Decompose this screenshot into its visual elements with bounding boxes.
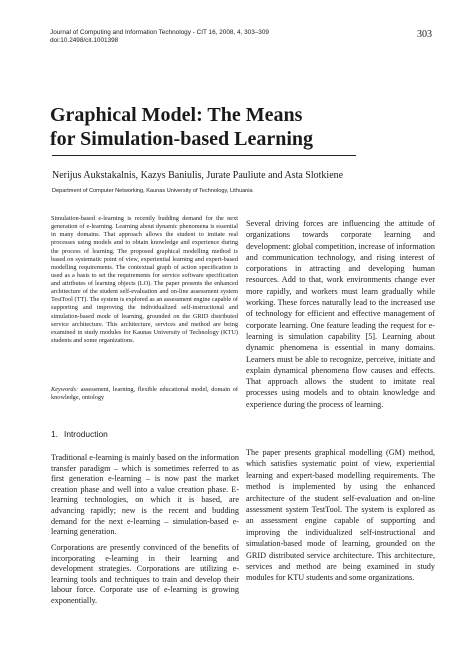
paper-title xyxy=(50,103,390,151)
keywords-label: Keywords: xyxy=(51,386,79,393)
title-line-2: for Simulation-based Learning xyxy=(50,128,313,150)
keywords xyxy=(51,386,238,402)
body-paragraph: Corporations are presently convinced of the benefits of incorporating e-learning in their learning and development strategies. Corporations are utilizing e-learning tools and techniques to train and develop their labour force. Corporate use of e-learning is growing exponentially. xyxy=(51,543,239,605)
journal-citation: Journal of Computing and Information Technology - CIT 16, 2008, 4, 303–309 xyxy=(50,29,269,36)
body-paragraph: Traditional e-learning is mainly based on the information transfer paradigm – which is sometimes referred to as first generation e-learning – is now past the market creation phase and well into a value creation phase. E-learning technologies, on which it is based, are advancing rapidly; new is the recent and budding demand for the next e-learning – simulation-based e-learning generation. xyxy=(51,453,239,537)
journal-header xyxy=(50,29,430,46)
page-number: 303 xyxy=(417,29,432,40)
body-paragraph: The paper presents graphical modelling (GM) method, which satisfies systematic point of view, experiential learning and expert-based modelling requirements. The method is implemented by using the enhanced architecture of the student self-evaluation and on-line assessment system TestTool. The system is explored as an assessment engine capable of supporting and improving the individualized self-instructional and simulation-based mode of learning, grounded on the GRID distributed service architecture. This architecture, services and method are being examined in study modules for KTU students and some organizations. xyxy=(246,448,435,583)
authors: Nerijus Aukstakalnis, Kazys Baniulis, Jurate Pauliute and Asta Slotkiene xyxy=(52,170,344,181)
section-title: Introduction xyxy=(64,429,108,439)
keywords-text: assessment, learning, flexible educational model, domain of knowledge, ontology xyxy=(51,386,238,402)
body-paragraph: Several driving forces are influencing the attitude of organizations towards corporate learning and development: global competition, increase of information and communication technology, and rising interest of corporations in attracting and developing human resources. Add to that, work environments change ever more rapidly, and workers must learn gradually while working. These forces naturally lead to the increased use of technology for efficient and effective management of corporate learning. One feature leading the request for e-learning is simulation capability [5]. Learning about dynamic phenomena is essential in many domains. Learners must be able to recognize, perceive, initiate and explain dynamical phenomena flow causes and effects. That approach allows the student to imitate real processes using models and to obtain knowledge and experience during the process of learning. xyxy=(246,219,435,409)
abstract: Simulation-based e-learning is recently budding demand for the next generation of e-learning. Learning about dynamic phenomena is essential in many domains. That approach allows the student to imitate real processes using models and to obtain knowledge and experience during the process of learning. The proposed graphical modelling method is based on systematic point of view, experiential learning and expert-based modelling requirements. The contextual graph of action specification is used as a basis to set the requirements for service software specification and attributes of learning objects (LO). The paper presents the enhanced architecture of the student self-evaluation and on-line assessment system TestTool (TT). The system is explored as an assessment engine capable of supporting and improving the individualized self-instructional and simulation-based mode of learning, grounded on the GRID distributed service architecture. This architecture, services and method are being examined in study modules for Kaunas University of Technology (KTU) students and some organizations. xyxy=(51,215,238,344)
title-line-1: Graphical Model: The Means xyxy=(50,104,303,126)
title-rule xyxy=(52,155,356,156)
section-number: 1. xyxy=(51,429,58,439)
doi: doi:10.2498/cit.1001398 xyxy=(50,37,119,45)
section-heading xyxy=(51,429,108,439)
affiliation: Department of Computer Networking, Kaunas University of Technology, Lithuania xyxy=(52,188,253,194)
